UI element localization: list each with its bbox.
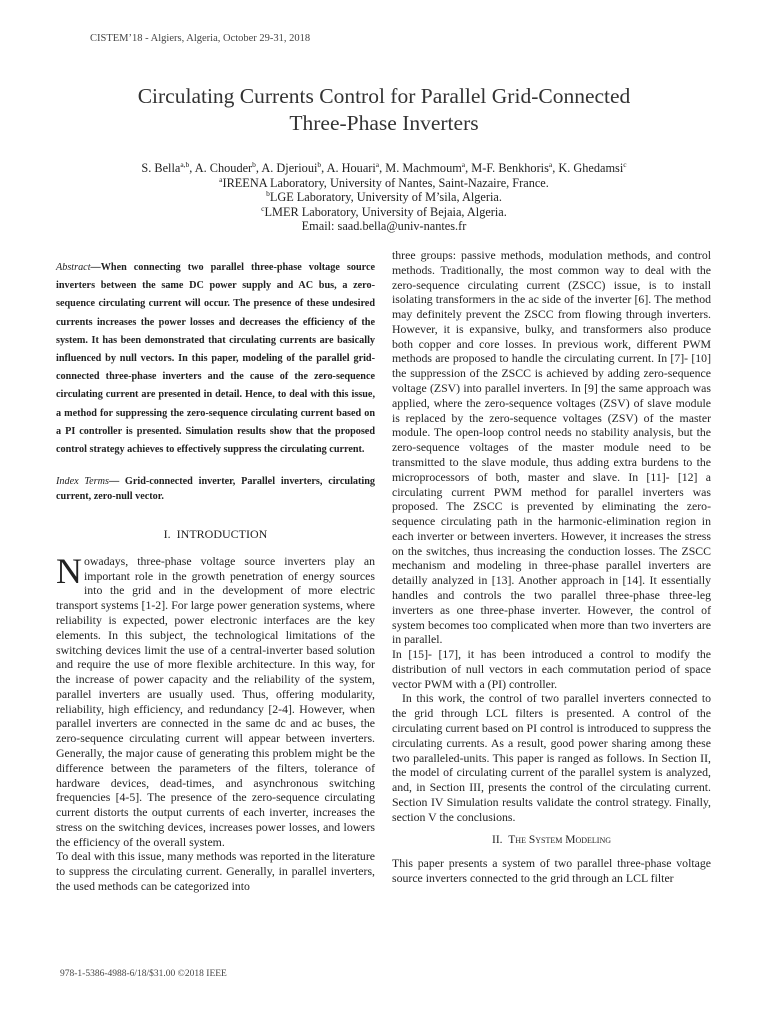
abstract xyxy=(56,259,375,459)
section-1-heading: I. INTRODUCTION xyxy=(163,527,268,542)
abstract-text: —When connecting two parallel three-phase voltage source inverters between the same DC power supply and AC bus, a zero-sequence circulating current will occur. The presence of these undesired currents increases the power losses and decreases the efficiency of the system. It has been demonstrated that circulating currents are basically influenced by null vectors. In this paper, modeling of the parallel grid-connected three-phase inverters and the cause of the zero-sequence circulating current are presented in detail. Hence, to deal with this issue, a method for suppressing the zero-sequence circulating current based on a PI controller is presented. Simulation results show that the proposed control strategy achieves to effectively suppress the circulating current. xyxy=(56,262,375,456)
right-paragraph-4: This paper presents a system of two parallel three-phase voltage source inverters connected to the grid through an LCL filter xyxy=(392,856,711,886)
contact-email: Email: saad.bella@univ-nantes.fr xyxy=(301,219,467,233)
affiliation-c: $^c$LMER Laboratory, University of Bejaia, Algeria. xyxy=(261,203,507,219)
right-paragraph-3: In this work, the control of two parallel inverters connected to the grid through LCL filters is presented. A control of the circulating current based on PI control is introduced to suppress the circulating currents. As a result, good power sharing among these two paralleled-units. This paper is ranged as follows. In Section II, the model of circulating current of the parallel system is analyzed, and, in Section III, presents the control of the circulating current. Section IV Simulation results validate the control strategy. Finally, section V the conclusions. xyxy=(392,691,711,824)
title-line-2: Three-Phase Inverters xyxy=(289,111,479,135)
affiliation-a: $^a$IREENA Laboratory, University of Nantes, Saint-Nazaire, France. xyxy=(219,174,549,190)
copyright-footer: 978-1-5386-4988-6/18/$31.00 ©2018 IEEE xyxy=(60,969,227,979)
author-list: S. Bella$^{a,b}$, A. Chouder$^b$, A. Djerioui$^b$, A. Houari$^a$, M. Machmoum$^a$, M-F. Benkhoris$^a$, K. Ghedamsi$^c$ xyxy=(141,159,627,175)
index-terms xyxy=(56,475,375,505)
title-line-1: Circulating Currents Control for Parallel Grid-Connected xyxy=(137,84,631,108)
paper-title xyxy=(60,83,708,137)
author-block xyxy=(60,161,708,234)
intro-paragraph-2: To deal with this issue, many methods was reported in the literature to suppress the circulating current. Generally, in parallel inverters, the used methods can be categorized into xyxy=(56,849,375,894)
section-2-heading: II. The System Modeling xyxy=(491,834,612,847)
right-paragraph-2: In [15]- [17], it has been introduced a control to modify the distribution of null vectors in each commutation period of space vector PWM with a (PI) controller. xyxy=(392,647,711,691)
intro-paragraph-1: Nowadays, three-phase voltage source inverters play an important role in the growth penetration of energy sources into the grid and in the development of more electric transport systems [1-2]. For large power generation systems, where reliability is expected, power electronic interfaces are the key elements. In this subject, the technological limitations of the switching devices limit the use of a central-inverter based solution and require the use of more flexible architecture. In this way, for the increase of power capacity and the reliability of the system, parallel inverters are usually used. Thus, offering modularity, reliability, high efficiency, and redundancy [2-4]. However, when parallel inverters are connected in the same dc and ac buses, the zero-sequence circulating current will appear between inverters. Generally, the major cause of generating this problem might be the difference between the parameters of the filters, tolerance of hardware devices, dead-times, and asynchronous switching frequencies [4-5]. The presence of the zero-sequence circulating current distorts the output currents of each inverter, increases the stress on the switching devices, increases power losses, and lowers the efficiency of the overall system. xyxy=(56,550,375,849)
drop-cap: N xyxy=(56,550,82,591)
index-terms-label: Index Terms xyxy=(56,476,109,488)
right-column xyxy=(392,248,711,886)
affiliation-b: $^b$LGE Laboratory, University of M’sila, Algeria. xyxy=(266,188,502,204)
index-terms-text: — Grid-connected inverter, Parallel inverters, circulating current, zero-null vector. xyxy=(56,476,375,503)
conference-header: CISTEM’18 - Algiers, Algeria, October 29-31, 2018 xyxy=(90,33,311,44)
right-paragraph-1: three groups: passive methods, modulation methods, and control methods. Traditionally, the most common way to deal with the zero-sequence circulating current (ZSCC) issue, is to install isolating transformers in the ac side of the inverter [6]. The method may definitely prevent the ZSCC from flowing through inverters. However, it is expansive, bulky, and transformers also produce both copper and core losses. In previous work, different PWM methods are proposed to handle the circulating current. In [7]- [10] the suppression of the ZSCC is achieved by adding zero-sequence voltage (ZSV) into parallel inverters. In [9] the same approach was applied, where the zero-sequence voltages (ZSV) of slave module is replaced by the zero-sequence voltages (ZSV) of the master module. The open-loop control needs no stability analysis, but the zero-sequence voltages of the master module need to be transmitted to the slave module, thus adding extra burdens to the microprocessors of both, master and slave. In [11]- [12] a circulating current PWM method for parallel inverters was proposed. The ZSCC is prevented by eliminating the zero-sequence circulating path in the harmonic-elimination region in each inverter or between inverters. However, it increases the stress on the switches, thus increasing the conduction losses. The ZSCC mechanism and modeling in three-phase parallel inverters are detailly analyzed in [13]. Another approach in [14]. It essentially handles and controls the two parallel three-phase three-leg inverters as one three-phase inverter. However, the control of system becomes too complicated when more than two inverters are in parallel. xyxy=(392,248,711,647)
left-column xyxy=(56,248,375,894)
abstract-label: Abstract xyxy=(56,262,91,273)
